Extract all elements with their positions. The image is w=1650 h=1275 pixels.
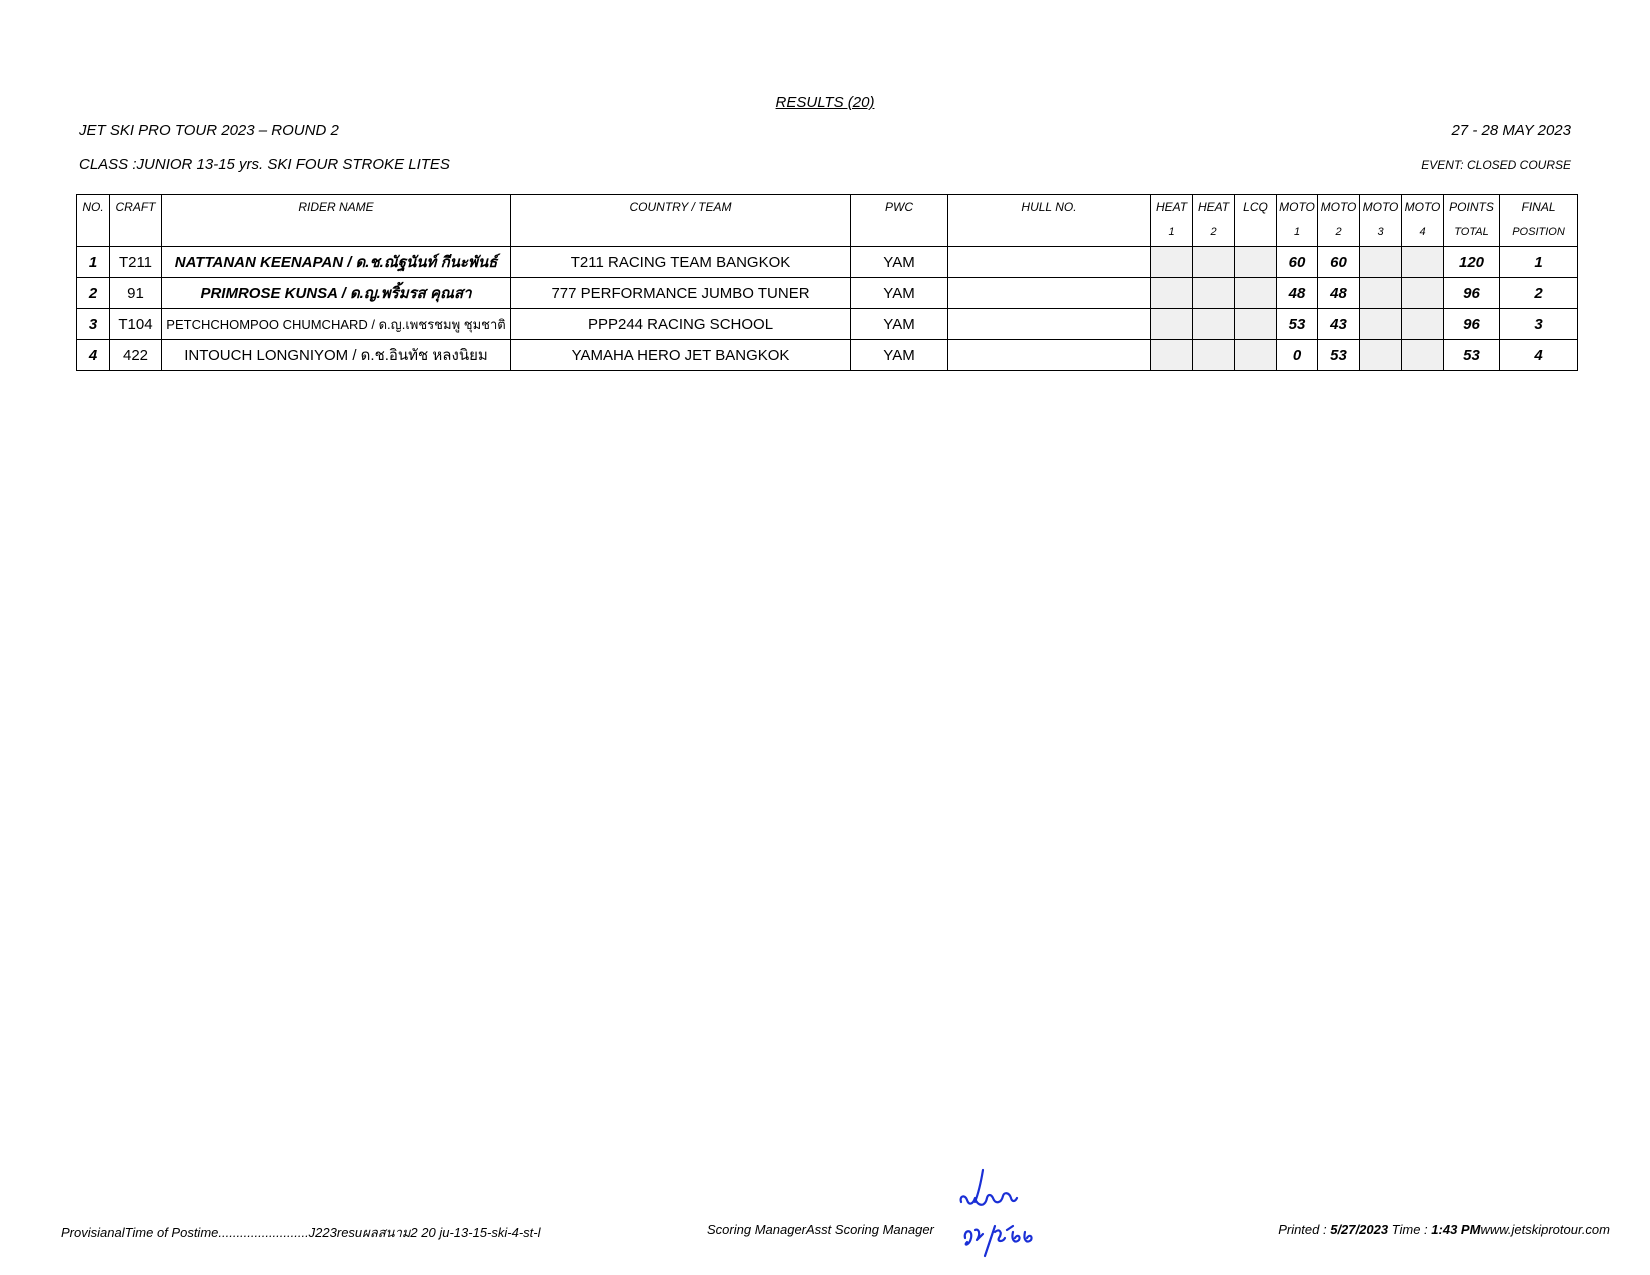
cell-heat-2: [1193, 340, 1235, 371]
cell-lcq: [1235, 340, 1277, 371]
cell-points-total: 96: [1444, 309, 1500, 340]
col-header-points-total: POINTS TOTAL: [1444, 195, 1500, 247]
cell-lcq: [1235, 247, 1277, 278]
table-row: [77, 309, 1578, 340]
cell-final-position: 3: [1500, 309, 1578, 340]
cell-hull-no: [948, 340, 1151, 371]
cell-heat-1: [1151, 278, 1193, 309]
cell-craft: 422: [110, 340, 162, 371]
class-label: CLASS :JUNIOR 13-15 yrs. SKI FOUR STROKE LITES: [79, 156, 450, 173]
col-header-moto-2: MOTO 2: [1318, 195, 1360, 247]
cell-craft: T104: [110, 309, 162, 340]
col-header-final-position: FINAL POSITION: [1500, 195, 1578, 247]
cell-heat-1: [1151, 247, 1193, 278]
cell-heat-2: [1193, 278, 1235, 309]
col-header-pwc: PWC: [851, 195, 948, 247]
cell-heat-1: [1151, 309, 1193, 340]
cell-pwc: YAM: [851, 278, 948, 309]
footer-printed-info: [1278, 1222, 1610, 1237]
col-header-country-team: COUNTRY / TEAM: [511, 195, 851, 247]
cell-moto-2: 48: [1318, 278, 1360, 309]
cell-country-team: T211 RACING TEAM BANGKOK: [511, 247, 851, 278]
col-header-craft: CRAFT: [110, 195, 162, 247]
cell-moto-3: [1360, 309, 1402, 340]
time-label: Time :: [1388, 1222, 1432, 1237]
cell-pwc: YAM: [851, 340, 948, 371]
cell-country-team: 777 PERFORMANCE JUMBO TUNER: [511, 278, 851, 309]
cell-moto-4: [1402, 309, 1444, 340]
cell-heat-1: [1151, 340, 1193, 371]
signature-strokes: [961, 1170, 1032, 1256]
event-title: JET SKI PRO TOUR 2023 – ROUND 2: [79, 122, 339, 139]
cell-moto-3: [1360, 278, 1402, 309]
cell-final-position: 4: [1500, 340, 1578, 371]
printed-date: 5/27/2023: [1330, 1222, 1389, 1237]
results-table: [76, 194, 1578, 371]
printed-label: Printed :: [1278, 1222, 1331, 1237]
cell-pwc: YAM: [851, 247, 948, 278]
cell-points-total: 53: [1444, 340, 1500, 371]
cell-lcq: [1235, 278, 1277, 309]
cell-moto-3: [1360, 247, 1402, 278]
cell-moto-1: 53: [1277, 309, 1318, 340]
cell-moto-3: [1360, 340, 1402, 371]
cell-moto-2: 60: [1318, 247, 1360, 278]
cell-no: 4: [77, 340, 110, 371]
cell-rider-name: NATTANAN KEENAPAN / ด.ช.ณัฐนันท์ กีนะพันธ์: [162, 247, 511, 278]
cell-no: 2: [77, 278, 110, 309]
cell-hull-no: [948, 278, 1151, 309]
col-header-moto-4: MOTO 4: [1402, 195, 1444, 247]
printed-time: 1:43 PM: [1431, 1222, 1481, 1237]
website-link[interactable]: www.jetskiprotour.com: [1480, 1222, 1610, 1237]
table-row: [77, 278, 1578, 309]
cell-hull-no: [948, 247, 1151, 278]
col-header-heat-2: HEAT 2: [1193, 195, 1235, 247]
cell-hull-no: [948, 309, 1151, 340]
cell-heat-2: [1193, 309, 1235, 340]
footer-scoring-managers: Scoring ManagerAsst Scoring Manager: [707, 1222, 934, 1237]
event-type: EVENT: CLOSED COURSE: [1421, 158, 1571, 172]
footer-provisional-note: ProvisianalTime of Postime.........................J223resuผลสนาม2 20 ju-13-15-ski-4-st-l: [61, 1225, 541, 1240]
cell-moto-1: 60: [1277, 247, 1318, 278]
cell-final-position: 2: [1500, 278, 1578, 309]
cell-rider-name: PRIMROSE KUNSA / ด.ญ.พริ้มรส คุณสา: [162, 278, 511, 309]
cell-rider-name: PETCHCHOMPOO CHUMCHARD / ด.ญ.เพชรชมพู ชุมชาติ: [162, 309, 511, 340]
cell-no: 3: [77, 309, 110, 340]
col-header-moto-1: MOTO 1: [1277, 195, 1318, 247]
results-title: RESULTS (20): [775, 94, 875, 111]
cell-craft: 91: [110, 278, 162, 309]
signature-image: [955, 1168, 1050, 1258]
cell-moto-4: [1402, 340, 1444, 371]
table-header-row: [77, 195, 1578, 247]
cell-no: 1: [77, 247, 110, 278]
cell-pwc: YAM: [851, 309, 948, 340]
col-header-no: NO.: [77, 195, 110, 247]
cell-moto-2: 43: [1318, 309, 1360, 340]
cell-moto-1: 0: [1277, 340, 1318, 371]
cell-heat-2: [1193, 247, 1235, 278]
cell-moto-4: [1402, 247, 1444, 278]
cell-points-total: 96: [1444, 278, 1500, 309]
cell-moto-4: [1402, 278, 1444, 309]
col-header-heat-1: HEAT 1: [1151, 195, 1193, 247]
cell-moto-1: 48: [1277, 278, 1318, 309]
table-row: [77, 247, 1578, 278]
col-header-hull-no: HULL NO.: [948, 195, 1151, 247]
col-header-rider-name: RIDER NAME: [162, 195, 511, 247]
col-header-moto-3: MOTO 3: [1360, 195, 1402, 247]
cell-moto-2: 53: [1318, 340, 1360, 371]
cell-final-position: 1: [1500, 247, 1578, 278]
cell-country-team: PPP244 RACING SCHOOL: [511, 309, 851, 340]
cell-points-total: 120: [1444, 247, 1500, 278]
col-header-lcq: LCQ: [1235, 195, 1277, 247]
event-date: 27 - 28 MAY 2023: [1451, 122, 1571, 139]
cell-rider-name: INTOUCH LONGNIYOM / ด.ช.อินทัช หลงนิยม: [162, 340, 511, 371]
cell-lcq: [1235, 309, 1277, 340]
cell-craft: T211: [110, 247, 162, 278]
cell-country-team: YAMAHA HERO JET BANGKOK: [511, 340, 851, 371]
table-row: [77, 340, 1578, 371]
